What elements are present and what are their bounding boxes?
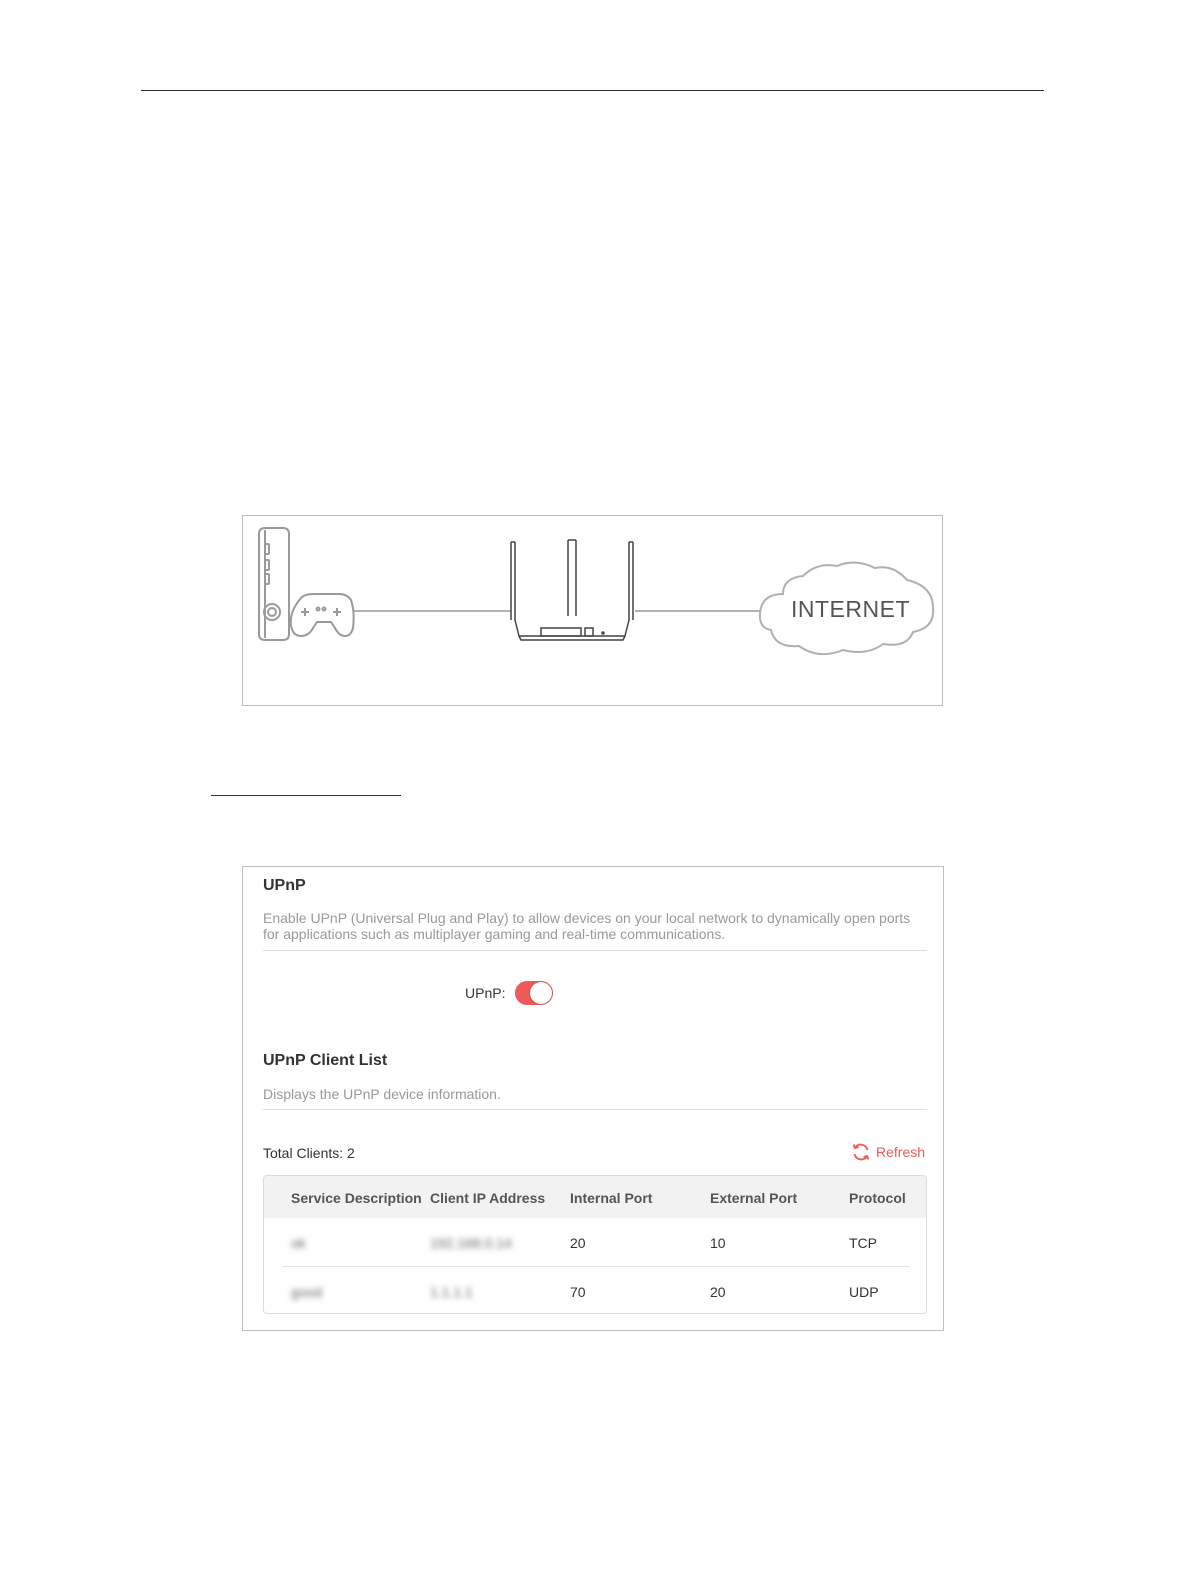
refresh-label: Refresh bbox=[876, 1144, 926, 1160]
col-service-description: Service Description bbox=[291, 1190, 422, 1206]
cell-service: ok bbox=[291, 1235, 306, 1251]
table-header bbox=[264, 1176, 926, 1218]
link-underline bbox=[211, 795, 401, 796]
table-row bbox=[264, 1218, 926, 1266]
cell-external-port: 10 bbox=[710, 1235, 726, 1251]
cell-external-port: 20 bbox=[710, 1284, 726, 1300]
col-protocol: Protocol bbox=[849, 1190, 906, 1206]
upnp-settings-panel bbox=[242, 866, 944, 1331]
client-list-title: UPnP Client List bbox=[263, 1052, 388, 1069]
col-external-port: External Port bbox=[710, 1190, 798, 1206]
toggle-knob bbox=[530, 982, 552, 1004]
cell-internal-port: 20 bbox=[570, 1235, 586, 1251]
client-table bbox=[263, 1175, 927, 1314]
cell-ip: 1.1.1.1 bbox=[430, 1284, 473, 1300]
header-rule bbox=[141, 90, 1044, 91]
cell-protocol: UDP bbox=[849, 1284, 879, 1300]
cell-service: good bbox=[291, 1284, 323, 1300]
refresh-button[interactable] bbox=[851, 1142, 925, 1162]
client-list-description: Displays the UPnP device information. bbox=[263, 1086, 501, 1102]
refresh-icon bbox=[851, 1142, 871, 1162]
internet-label: INTERNET bbox=[791, 596, 910, 622]
cell-internal-port: 70 bbox=[570, 1284, 586, 1300]
cell-ip: 192.168.0.14 bbox=[430, 1235, 512, 1251]
col-internal-port: Internal Port bbox=[570, 1190, 653, 1206]
cell-protocol: TCP bbox=[849, 1235, 877, 1251]
upnp-toggle[interactable] bbox=[515, 981, 553, 1005]
upnp-description: Enable UPnP (Universal Plug and Play) to allow devices on your local network to dynamically open ports for applications such as multiplayer gaming and real-time communications. bbox=[263, 910, 911, 942]
client-list-divider bbox=[263, 1109, 927, 1110]
col-client-ip: Client IP Address bbox=[430, 1190, 546, 1206]
total-clients: Total Clients: 2 bbox=[263, 1145, 355, 1161]
upnp-toggle-label: UPnP: bbox=[465, 985, 506, 1001]
upnp-divider bbox=[263, 950, 927, 951]
table-row bbox=[264, 1267, 926, 1314]
upnp-title: UPnP bbox=[263, 877, 306, 894]
game-console-icon bbox=[259, 528, 289, 640]
gamepad-icon bbox=[291, 594, 354, 636]
network-diagram bbox=[242, 515, 943, 706]
router-icon bbox=[511, 540, 633, 640]
